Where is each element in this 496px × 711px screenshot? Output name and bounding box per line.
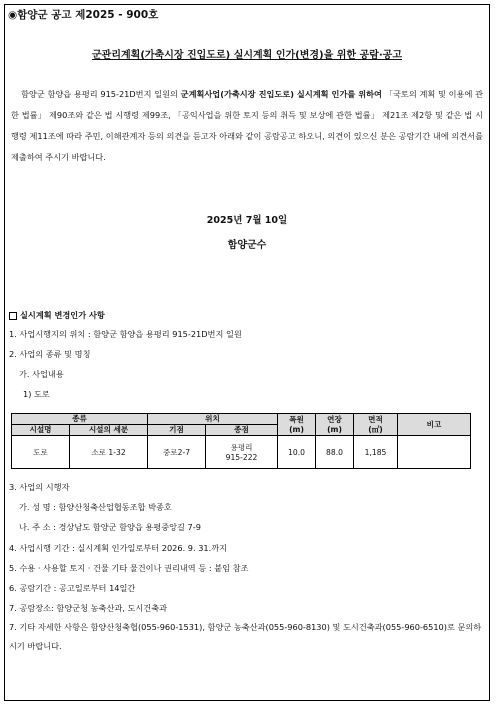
th-location: 위치 (148, 414, 278, 425)
notice-number: ◉함양군 공고 제2025 - 900호 (8, 9, 159, 21)
notice-page (4, 4, 490, 701)
th-area-unit: (㎡) (368, 424, 383, 434)
section-heading-text: 실시계획 변경인가 사항 (20, 310, 105, 320)
th-end: 종점 (206, 425, 278, 436)
th-facility: 시설명 (12, 425, 70, 436)
cell-end-line2: 915-222 (225, 453, 258, 462)
th-note: 비고 (398, 414, 471, 436)
road-table (11, 413, 471, 469)
item-3a: 가. 성 명 : 함양산청축산업협동조합 박종호 (19, 502, 172, 512)
intro-text-2: 「국토의 계획 및 이용에 관한 법률」 제90조와 같은 법 시행령 제99조, 「공익사업을 위한 토지 등의 취득 및 보상에 관한 법률」 제21조 제2항 및 같은 법 시행령 제11조에 따라 주민, 이해관계자 등의 의견을 듣고자 아래와 같이 공람공고 하오니, 의견이 있으신 분은 공람기간 내에 의견서를 제출하여 주시기 바랍니다. (11, 89, 484, 162)
cell-end-line1: 용평리 (230, 443, 253, 452)
notice-title-text: 군관리계획(가축시장 진입도로) 실시계획 인가(변경)을 위한 공람·공고 (92, 50, 402, 61)
th-length-label: 연장 (327, 414, 342, 424)
checkbox-square-icon (9, 312, 17, 320)
cell-end (206, 436, 278, 469)
item-7: 7. 공람장소: 함양군청 농축산과, 도시건축과 (9, 603, 168, 613)
th-length-unit: (m) (327, 424, 342, 434)
th-width-unit: (m) (289, 424, 304, 434)
cell-facility: 도로 (12, 436, 70, 469)
notice-title (5, 46, 489, 61)
item-2: 2. 사업의 종류 및 명칭 (9, 349, 91, 359)
th-area (354, 414, 398, 436)
item-4: 4. 사업시행 기간 : 실시계획 인가일로부터 2026. 9. 31.까지 (9, 543, 228, 553)
cell-start: 중로2-7 (148, 436, 206, 469)
notice-issuer: 함양군수 (227, 240, 267, 251)
item-2a1: 1) 도로 (23, 389, 50, 399)
section-heading (9, 310, 105, 321)
item-3: 3. 사업의 시행자 (9, 482, 70, 492)
item-2a: 가. 사업내용 (19, 369, 64, 379)
th-length (316, 414, 354, 436)
th-width (278, 414, 316, 436)
cell-detail: 소로 1-32 (70, 436, 148, 469)
cell-area: 1,185 (354, 436, 398, 469)
intro-text-1: 함양군 함양읍 용평리 915-21D번지 일원의 (21, 89, 181, 99)
th-area-label: 면적 (368, 414, 383, 424)
th-detail: 시설의 세분 (70, 425, 148, 436)
item-1: 1. 사업시행지의 위치 : 함양군 함양읍 용평리 915-21D번지 일원 (9, 329, 242, 339)
item-6: 6. 공람기간 : 공고일로부터 14일간 (9, 583, 136, 593)
item-8: 7. 기타 자세한 사항은 함양산청축협(055-960-1531), 함양군 농축산과(055-960-8130) 및 도시건축과(055-960-6510)로 문의하시기 바랍니다. (9, 622, 482, 651)
cell-width: 10.0 (278, 436, 316, 469)
th-type: 종류 (12, 414, 148, 425)
cell-length: 88.0 (316, 436, 354, 469)
item-3b: 나. 주 소 : 경상남도 함양군 함양읍 용평중앙길 7-9 (19, 522, 201, 532)
th-width-label: 폭원 (289, 414, 304, 424)
item-5: 5. 수용 · 사용할 토지 · 건물 기타 물건이나 권리내역 등 : 붙임 참조 (9, 563, 249, 573)
table-row (12, 436, 471, 469)
intro-paragraph (11, 84, 483, 168)
intro-text-bold: 군계획사업(가축시장 진입도로) 실시계획 인가를 위하여 (180, 89, 382, 99)
cell-note (398, 436, 471, 469)
notice-date: 2025년 7월 10일 (206, 215, 288, 226)
th-start: 기점 (148, 425, 206, 436)
